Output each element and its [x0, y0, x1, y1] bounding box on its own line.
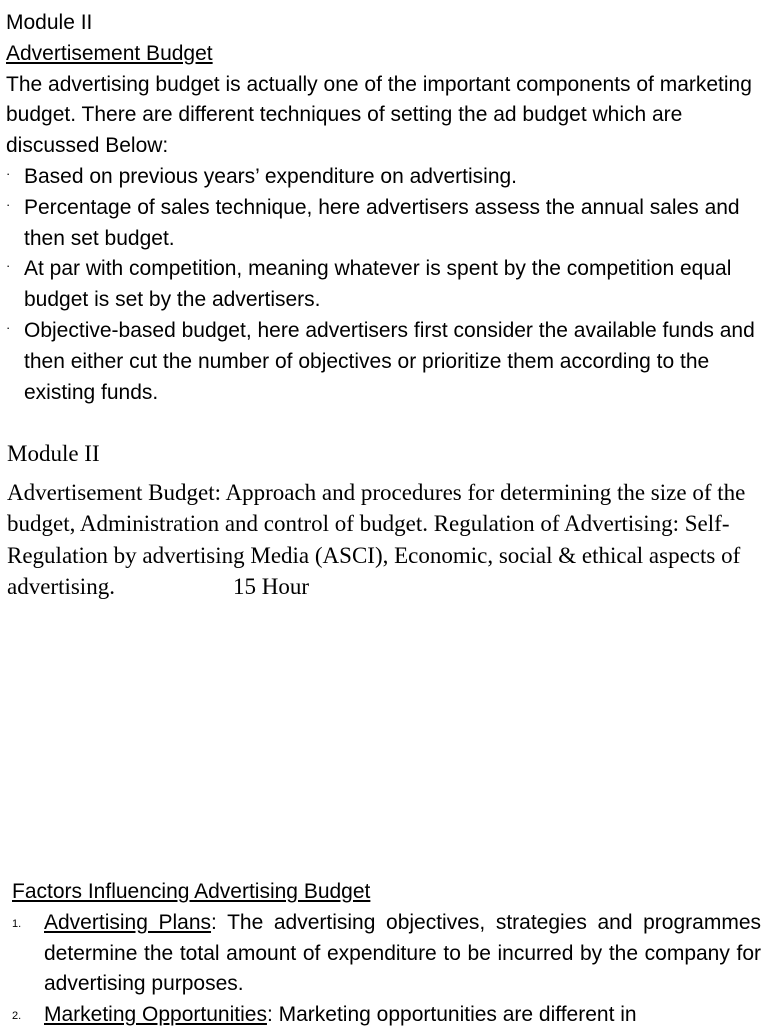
factor-term: Advertising Plans	[44, 910, 212, 934]
factor-text: : The advertising objectives, strategies and programmes determine the total amount of expenditure to be incurred by the company for advertising purposes.	[44, 910, 761, 996]
bullet-icon: ·	[6, 258, 11, 274]
list-item	[6, 162, 758, 193]
intro-paragraph: The advertising budget is actually one of the important components of marketing budget. There are different techniques of setting the ad budget which are discussed Below:	[6, 72, 752, 158]
factors-section	[12, 877, 761, 1031]
module-label: Module II	[7, 441, 100, 466]
list-item-text: Based on previous years’ expenditure on advertising.	[24, 164, 518, 188]
list-item-text: At par with competition, meaning whatever is spent by the competition equal budget is set by the advertisers.	[24, 257, 732, 312]
factor-text: : Marketing opportunities are different in	[266, 1003, 637, 1027]
budget-techniques-list	[6, 162, 758, 408]
list-item	[6, 316, 758, 408]
list-item-text: Objective-based budget, here advertisers first consider the available funds and then either cut the number of objectives or prioritize them according to the existing funds.	[24, 318, 755, 404]
syllabus-paragraph	[7, 477, 759, 603]
bullet-icon: ·	[6, 196, 11, 212]
section-heading: Factors Influencing Advertising Budget	[12, 880, 371, 903]
factor-term: Marketing Opportunities	[44, 1003, 267, 1027]
list-item	[6, 193, 758, 255]
syllabus-text: Advertisement Budget: Approach and procedures for determining the size of the budget, Administration and control of budget. Regulation of Advertising: Self-Regulation by advertising Media (ASCI), Economic, social & ethical aspects of advertising.	[7, 479, 746, 599]
item-number: 1.	[12, 917, 22, 930]
bullet-icon: ·	[6, 165, 11, 181]
module-label: Module II	[6, 11, 93, 34]
list-item	[12, 1000, 761, 1031]
list-item	[6, 254, 758, 316]
item-number: 2.	[12, 1010, 22, 1023]
list-item	[12, 908, 761, 1000]
hours-label: 15 Hour	[232, 574, 309, 599]
section-heading: Advertisement Budget	[6, 41, 213, 65]
bullet-icon: ·	[6, 319, 11, 335]
syllabus-section	[7, 438, 759, 603]
list-item-text: Percentage of sales technique, here advertisers assess the annual sales and then set budget.	[24, 195, 740, 250]
factors-list	[12, 908, 761, 1031]
advertisement-budget-section	[6, 8, 758, 408]
